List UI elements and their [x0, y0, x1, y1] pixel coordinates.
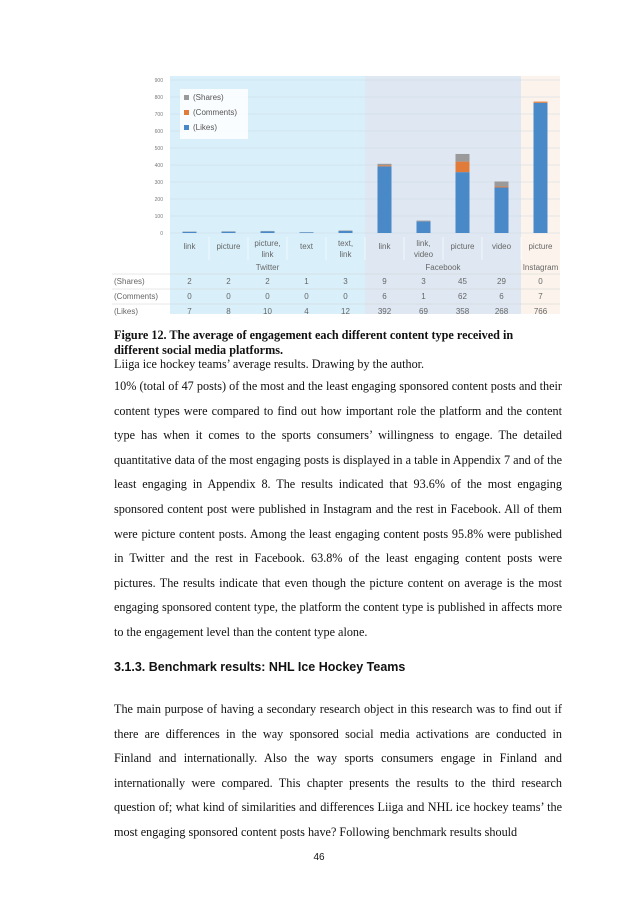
- table-row-label: (Shares): [114, 277, 145, 286]
- table-row-label: (Comments): [114, 292, 159, 301]
- table-cell: 29: [497, 277, 506, 286]
- group-label: Instagram: [522, 263, 559, 272]
- page-number: 46: [313, 852, 325, 863]
- y-tick-label: 300: [154, 180, 163, 186]
- x-category-label: link: [339, 250, 352, 259]
- bar-segment: [456, 172, 470, 233]
- table-cell: 0: [265, 292, 270, 301]
- table-cell: 2: [226, 277, 231, 286]
- x-category-label: picture,: [254, 239, 281, 248]
- legend-label: (Shares): [193, 93, 224, 102]
- table-cell: 4: [304, 307, 309, 316]
- group-label: Facebook: [425, 263, 461, 272]
- table-cell: 12: [341, 307, 350, 316]
- bar-segment: [534, 102, 548, 103]
- x-category-label: link: [183, 242, 196, 251]
- y-tick-label: 600: [154, 129, 163, 135]
- x-category-label: link,: [416, 239, 431, 248]
- table-cell: 268: [494, 307, 509, 316]
- table-cell: 10: [263, 307, 272, 316]
- table-cell: 0: [304, 292, 309, 301]
- table-cell: 7: [538, 292, 543, 301]
- bar-segment: [495, 181, 509, 186]
- bar-segment: [456, 154, 470, 162]
- table-cell: 0: [187, 292, 192, 301]
- table-cell: 7: [187, 307, 192, 316]
- engagement-chart: [0, 0, 638, 320]
- table-cell: 45: [458, 277, 467, 286]
- table-cell: 3: [343, 277, 348, 286]
- bar-segment: [495, 186, 509, 187]
- legend-label: (Comments): [193, 108, 238, 117]
- table-cell: 392: [377, 307, 392, 316]
- x-category-label: link: [261, 250, 274, 259]
- figure-title: Figure 12. The average of engagement each different content type received in different social media platforms.: [114, 328, 514, 357]
- table-cell: 69: [419, 307, 428, 316]
- y-tick-label: 800: [154, 95, 163, 101]
- bar-segment: [417, 221, 431, 222]
- bar-segment: [456, 162, 470, 173]
- y-tick-label: 500: [154, 146, 163, 152]
- group-label: Twitter: [255, 263, 280, 272]
- table-cell: 0: [226, 292, 231, 301]
- x-category-label: video: [413, 250, 434, 259]
- bar-segment: [378, 164, 392, 166]
- bar-segment: [300, 232, 314, 233]
- table-cell: 3: [421, 277, 426, 286]
- x-category-label: video: [491, 242, 512, 251]
- paragraph: 10% (total of 47 posts) of the most and the least engaging sponsored content posts and their content types were compared to find out how important role the platform and the content type has when it comes to the sports consumers’ willingness to engage. The detailed quantitative data of the most engaging posts is displayed in a table in Appendix 7 and of the least engaging in Appendix 8. The results indicated that 93.6% of the most engaging sponsored content post were published in Instagram and the rest in Facebook. All of them were picture content posts. Among the least engaging content posts 95.8% were published in Twitter and the rest in Facebook. 63.8% of the least engaging content posts were pictures. The results indicate that even though the picture content on average is the most engaging sponsored content type, the platform the content type is published in affects more to the engagement level than the content type alone.: [114, 379, 562, 639]
- table-cell: 62: [458, 292, 467, 301]
- bar-segment: [339, 231, 353, 233]
- figure-caption: [114, 328, 534, 372]
- y-tick-label: 900: [154, 78, 163, 84]
- y-tick-label: 100: [154, 214, 163, 220]
- table-cell: 1: [421, 292, 426, 301]
- x-category-label: picture: [450, 242, 475, 251]
- bar-segment: [339, 230, 353, 231]
- bar-segment: [378, 165, 392, 166]
- legend-swatch: [184, 95, 189, 100]
- table-cell: 9: [382, 277, 387, 286]
- table-cell: 0: [538, 277, 543, 286]
- legend-label: (Likes): [193, 123, 218, 132]
- y-tick-label: 0: [160, 231, 163, 237]
- bar-segment: [495, 187, 509, 233]
- y-tick-label: 400: [154, 163, 163, 169]
- table-cell: 2: [187, 277, 192, 286]
- table-row-label: (Likes): [114, 307, 139, 316]
- legend-swatch: [184, 125, 189, 130]
- table-cell: 2: [265, 277, 270, 286]
- y-tick-label: 200: [154, 197, 163, 203]
- paragraph: The main purpose of having a secondary research object in this research was to find out if there are differences in the way sponsored social media activations are conducted in Finland and internationally. Also the way sports consumers engage in Finland and internationally were compared. This chapter presents the results to the third research question of; what kind of similarities and differences Liiga and NHL ice hockey teams’ the most engaging sponsored content posts have? Following benchmark results should: [114, 702, 562, 839]
- table-cell: 0: [343, 292, 348, 301]
- table-cell: 1: [304, 277, 309, 286]
- figure-note: Liiga ice hockey teams’ average results. Drawing by the author.: [114, 357, 425, 371]
- bar-segment: [417, 221, 431, 233]
- bar-segment: [534, 103, 548, 233]
- x-category-label: text: [300, 242, 313, 251]
- table-cell: 6: [499, 292, 504, 301]
- table-cell: 8: [226, 307, 231, 316]
- x-category-label: picture: [528, 242, 553, 251]
- legend-swatch: [184, 110, 189, 115]
- bar-segment: [378, 166, 392, 233]
- y-tick-label: 700: [154, 112, 163, 118]
- bar-segment: [261, 231, 275, 233]
- x-category-label: link: [378, 242, 391, 251]
- table-cell: 358: [455, 307, 470, 316]
- table-cell: 766: [533, 307, 548, 316]
- x-category-label: picture: [216, 242, 241, 251]
- table-cell: 6: [382, 292, 387, 301]
- x-category-label: text,: [337, 239, 354, 248]
- bar-segment: [183, 232, 197, 233]
- bar-segment: [222, 232, 236, 233]
- section-heading: 3.1.3. Benchmark results: NHL Ice Hockey Teams: [114, 660, 406, 674]
